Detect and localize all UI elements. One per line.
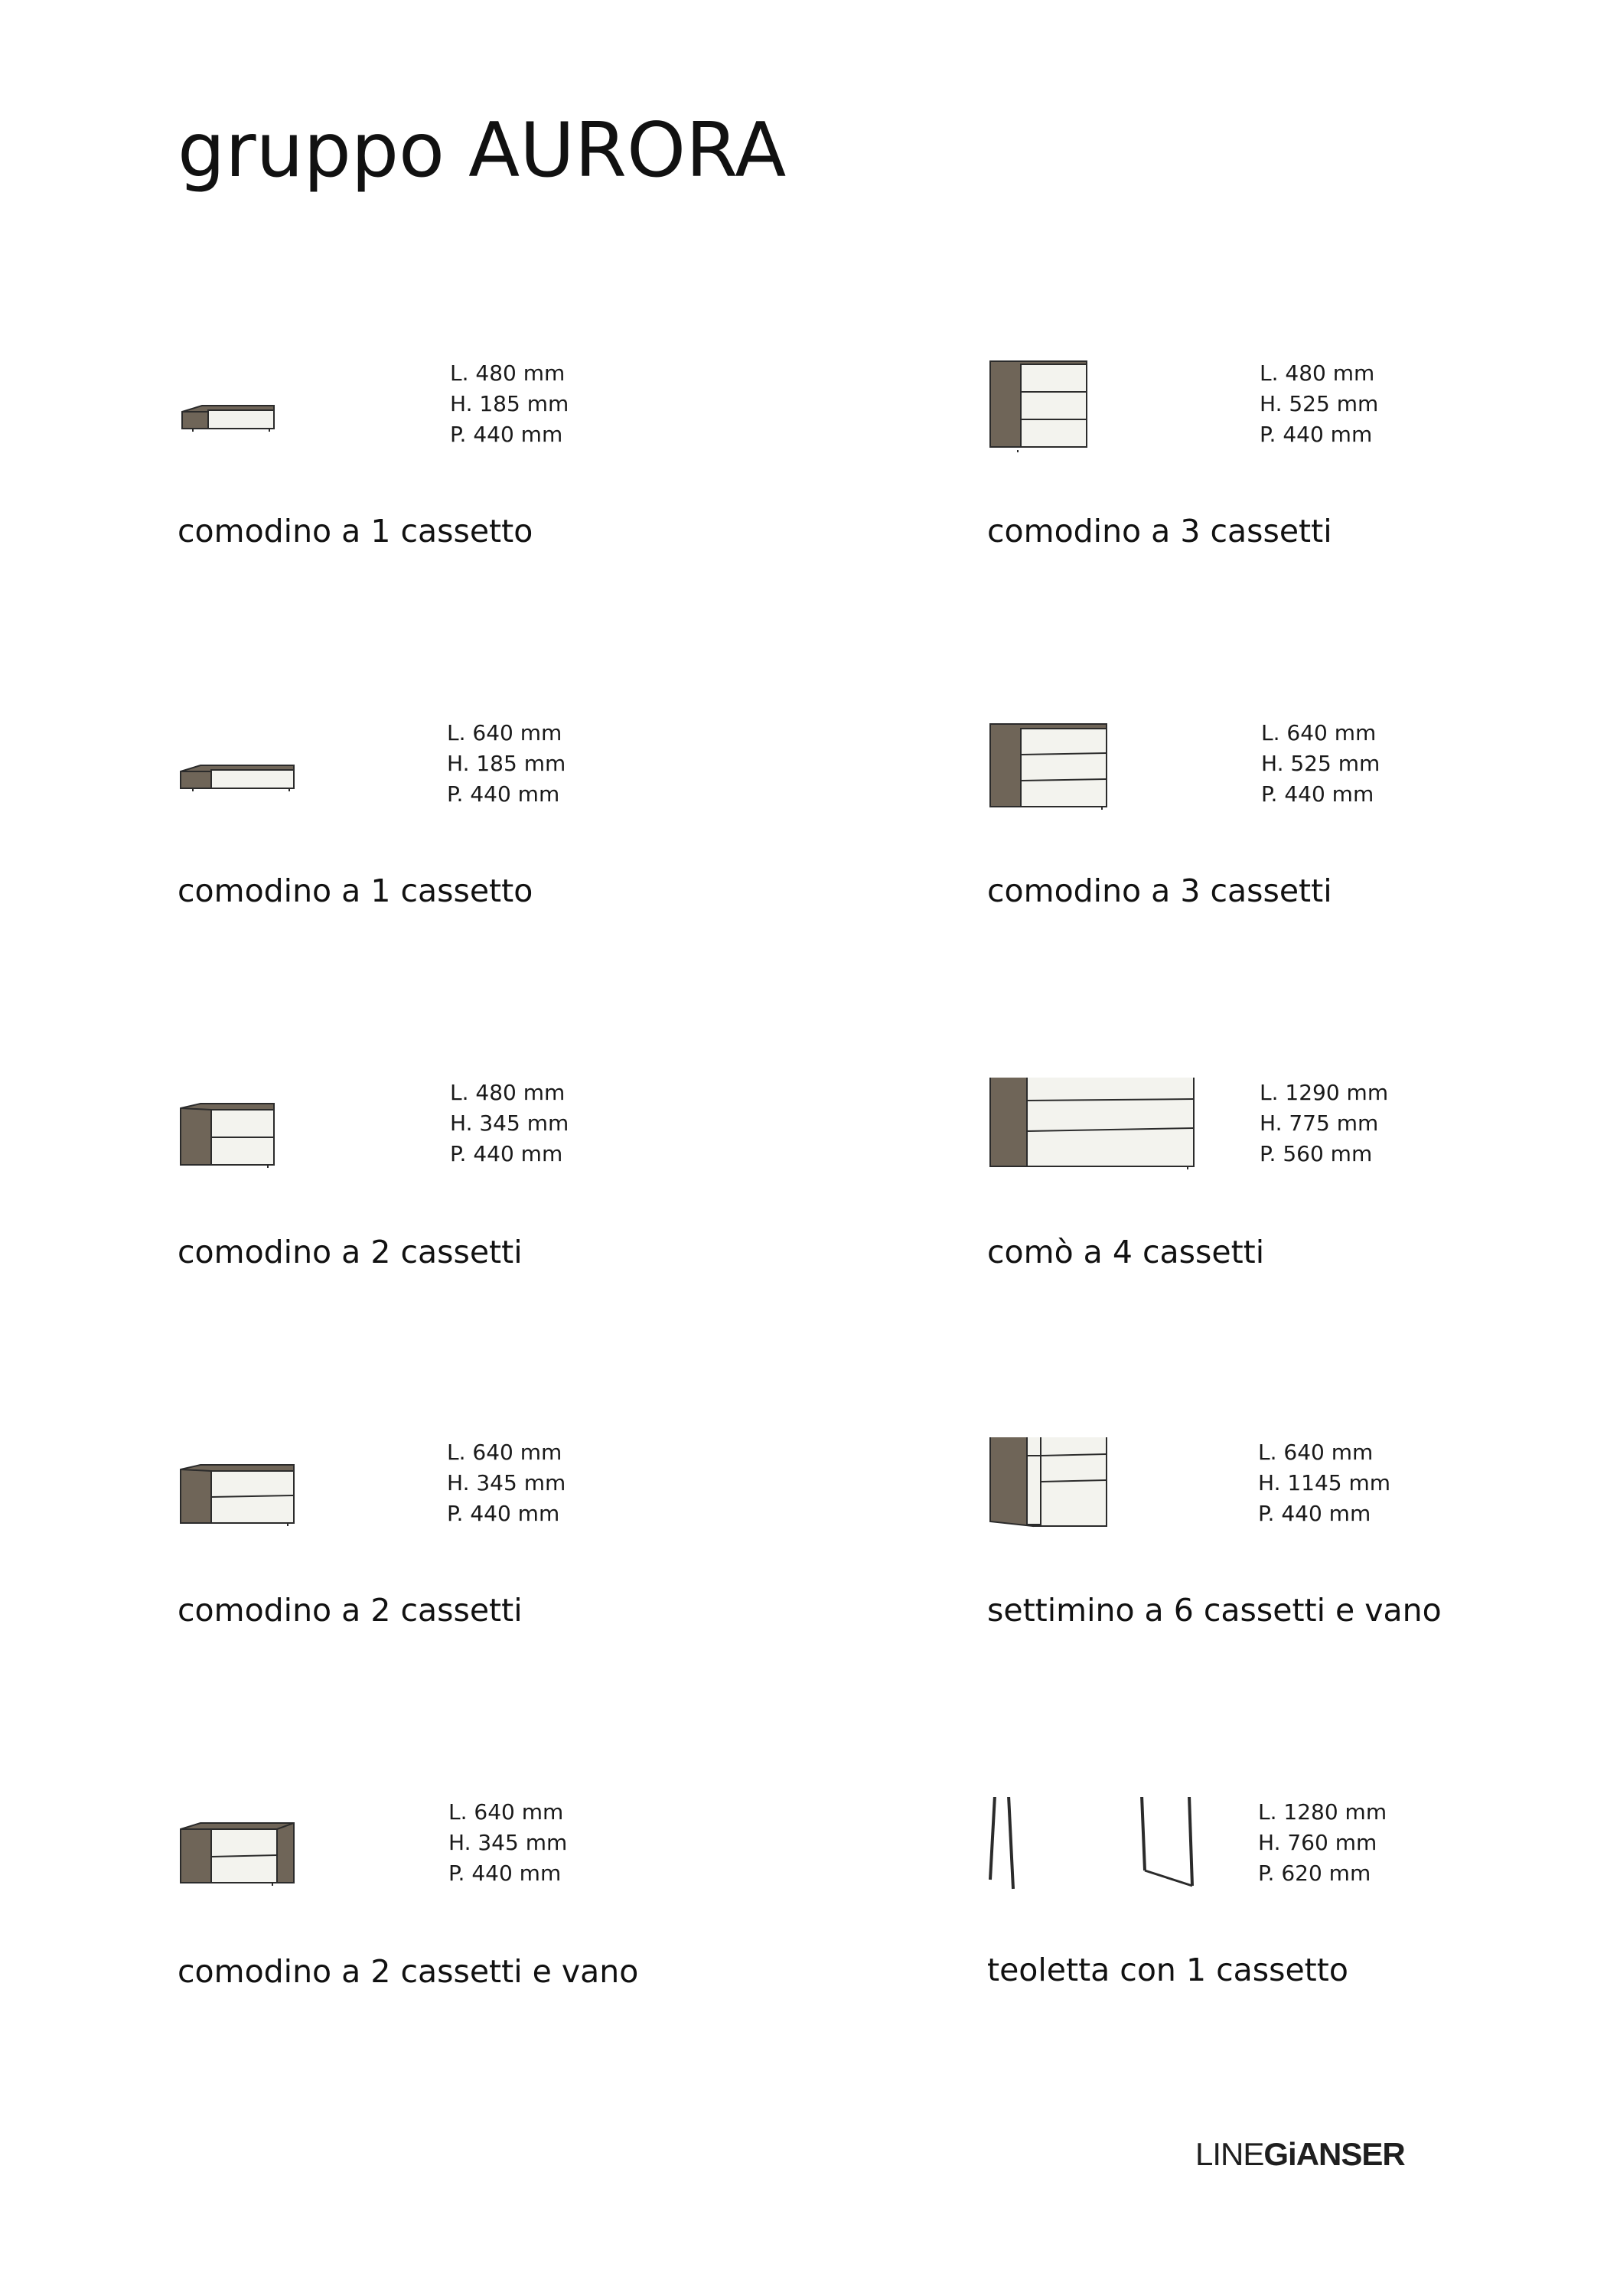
page-title: gruppo AURORA [178,107,787,194]
product-name: comodino a 3 cassetti [987,513,1332,550]
brand-logo [1195,2135,1405,2174]
nightstand-3-drawers-wide-drawing [987,718,1140,817]
dimension-height: H. 345 mm [447,1470,566,1495]
product-name: comodino a 1 cassetto [178,872,533,909]
dimension-depth: P. 440 mm [1260,422,1373,447]
dimension-width: L. 640 mm [1258,1440,1374,1465]
product-name: settimino a 6 cassetti e vano [987,1592,1442,1629]
product-name: comodino a 1 cassetto [178,513,533,550]
dimension-height: H. 1145 mm [1258,1470,1391,1495]
product-card[interactable] [987,358,1607,611]
dimension-depth: P. 440 mm [447,1501,560,1526]
brand-logo-light: LINE [1195,2136,1264,2172]
dimension-depth: P. 620 mm [1258,1861,1371,1886]
dimensions [447,1437,566,1529]
dimension-width: L. 640 mm [447,1440,562,1465]
dimension-width: L. 640 mm [448,1799,564,1825]
dimension-height: H. 525 mm [1261,751,1380,776]
product-name: comodino a 3 cassetti [987,872,1332,909]
dimension-width: L. 640 mm [1261,720,1377,745]
dimensions [1260,1078,1388,1169]
dimension-width: L. 1290 mm [1260,1080,1389,1105]
dimension-depth: P. 560 mm [1260,1141,1373,1166]
product-name: comò a 4 cassetti [987,1234,1265,1270]
product-card[interactable] [987,1797,1607,2050]
product-card[interactable] [178,1078,897,1330]
dimensions [1260,358,1378,450]
product-name: teoletta con 1 cassetto [987,1952,1348,1988]
nightstand-1-drawer-wide-drawing [178,718,331,817]
dimension-height: H. 185 mm [447,751,566,776]
dimension-height: H. 345 mm [450,1110,569,1136]
dimension-height: H. 760 mm [1258,1830,1377,1855]
dimension-width: L. 480 mm [450,1080,566,1105]
dimensions [450,1078,569,1169]
product-name: comodino a 2 cassetti [178,1234,523,1270]
product-name: comodino a 2 cassetti [178,1592,523,1629]
product-card[interactable] [178,358,897,611]
dimension-width: L. 640 mm [447,720,562,745]
dimensions [448,1797,567,1889]
dimensions [1258,1797,1387,1889]
dimension-depth: P. 440 mm [447,781,560,807]
dimensions [450,358,569,450]
product-card[interactable] [178,1437,897,1690]
dimension-height: H. 525 mm [1260,391,1379,416]
product-card[interactable] [987,1078,1607,1330]
product-card[interactable] [987,1437,1607,1690]
vanity-desk-1-drawer-drawing [987,1797,1217,1935]
settimino-6-drawers-drawing [987,1437,1140,1537]
product-card[interactable] [178,718,897,970]
product-name: comodino a 2 cassetti e vano [178,1953,639,1990]
dimension-depth: P. 440 mm [450,422,563,447]
dimensions [1258,1437,1390,1529]
dimension-width: L. 480 mm [1260,360,1375,386]
dimensions [447,718,566,810]
nightstand-2-drawers-drawing [178,1078,331,1177]
nightstand-1-drawer-drawing [178,358,331,458]
dimension-height: H. 775 mm [1260,1110,1379,1136]
dimensions [1261,718,1380,810]
dimension-depth: P. 440 mm [448,1861,562,1886]
nightstand-2-drawers-wide-drawing [178,1437,331,1537]
brand-logo-bold: GiANSER [1263,2136,1405,2172]
dresser-4-drawers-drawing [987,1078,1217,1215]
dimension-height: H. 345 mm [448,1830,568,1855]
product-card[interactable] [987,718,1607,970]
nightstand-3-drawers-drawing [987,358,1140,458]
dimension-height: H. 185 mm [450,391,569,416]
dimension-width: L. 480 mm [450,360,566,386]
dimension-depth: P. 440 mm [450,1141,563,1166]
dimension-width: L. 1280 mm [1258,1799,1387,1825]
dimension-depth: P. 440 mm [1258,1501,1371,1526]
dimension-depth: P. 440 mm [1261,781,1374,807]
nightstand-2-drawers-vano-drawing [178,1797,331,1896]
product-card[interactable] [178,1797,897,2050]
